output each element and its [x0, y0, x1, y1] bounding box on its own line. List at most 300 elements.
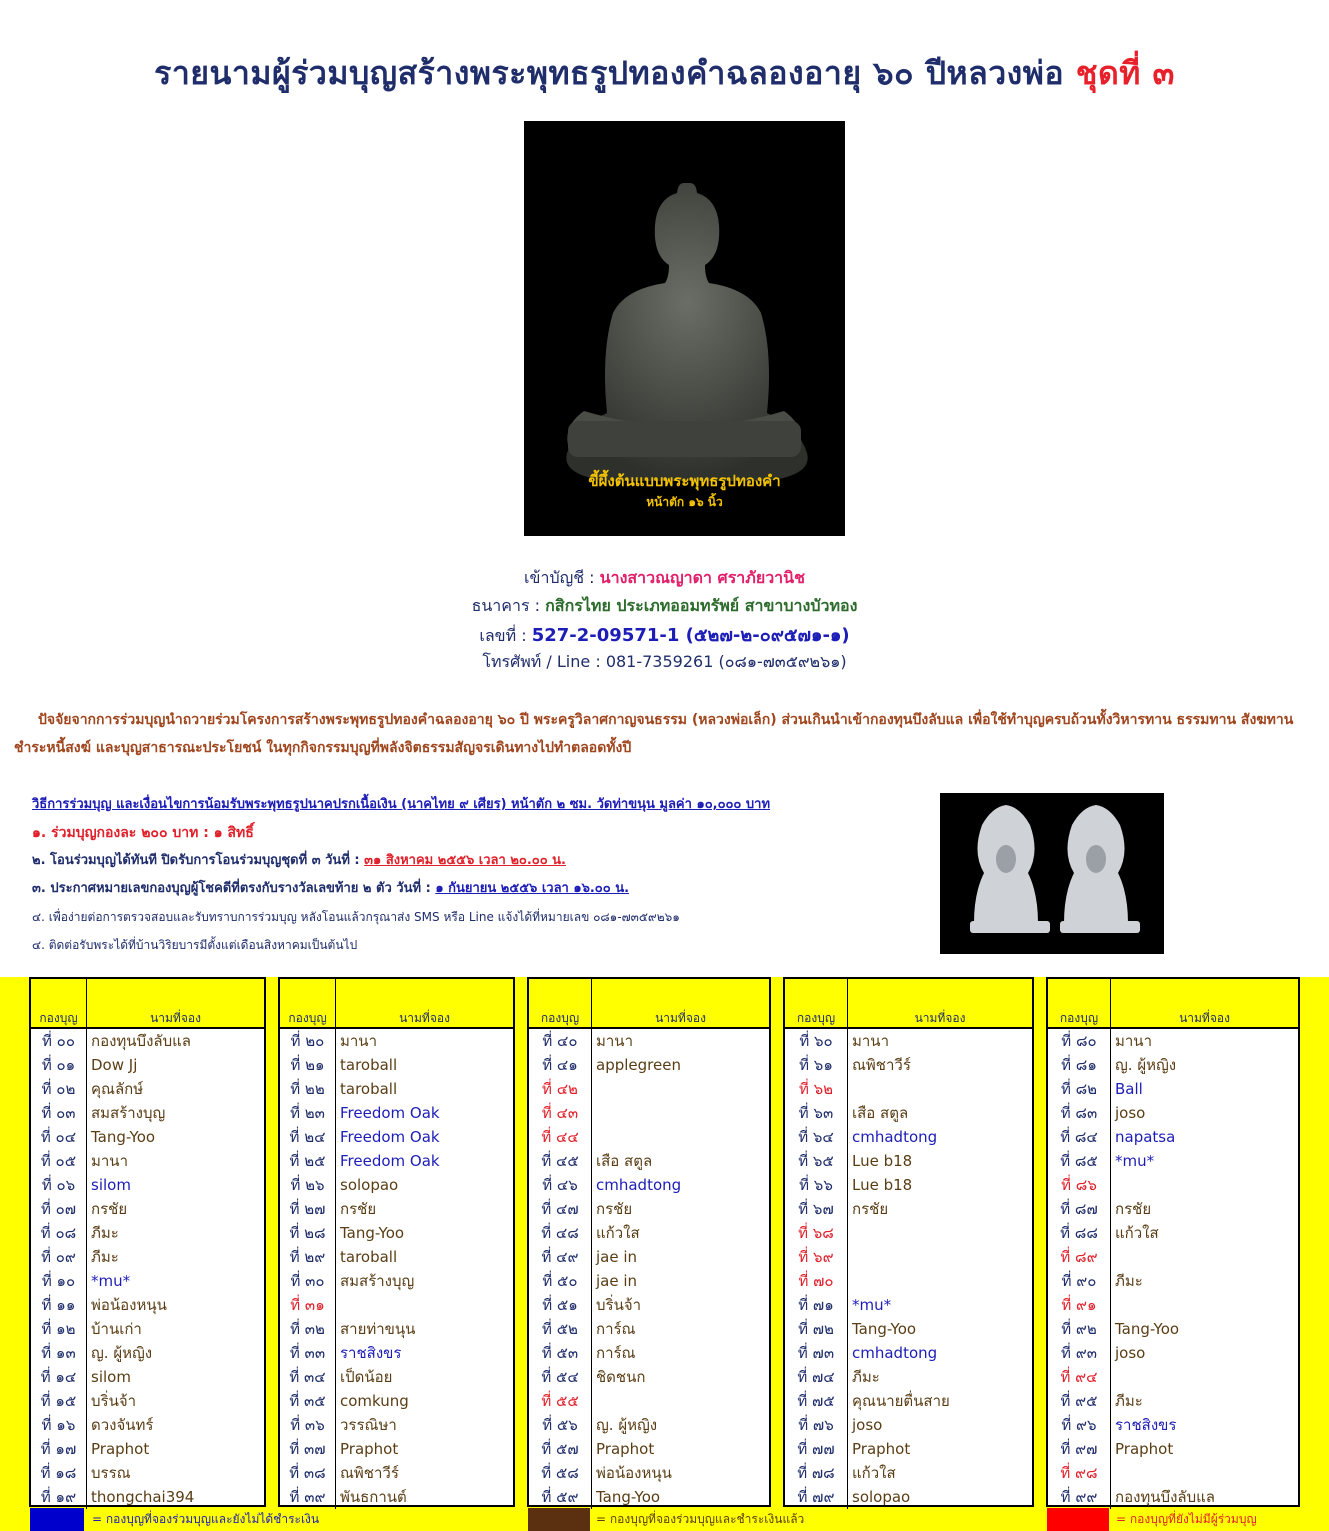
donor-name: ราชสิงขร	[340, 1344, 402, 1362]
account-name-value: นางสาวณญาดา ศราภัยวานิช	[599, 568, 805, 587]
fund-number: ที่ ๙๐	[1048, 1269, 1111, 1293]
table-row	[31, 1293, 264, 1317]
donor-name	[1111, 1365, 1298, 1389]
legend-red-text: = กองบุญที่ยังไม่มีผู้ร่วมบุญ	[1116, 1512, 1257, 1526]
table-row	[529, 1101, 769, 1125]
fund-number: ที่ ๕๐	[529, 1269, 592, 1293]
table-body	[529, 1029, 769, 1509]
table-row	[529, 1269, 769, 1293]
donor-name	[592, 1077, 769, 1101]
table-row	[31, 1221, 264, 1245]
donor-name: การ์ณ	[596, 1320, 636, 1338]
donor-name: ภีมะ	[852, 1368, 880, 1386]
donor-name: คุณลักษ์	[91, 1080, 144, 1098]
account-number-line	[0, 620, 1329, 649]
table-row	[280, 1293, 513, 1317]
donor-name	[1111, 1173, 1298, 1197]
fund-number: ที่ ๗๗	[785, 1437, 848, 1461]
rule-2	[32, 847, 932, 875]
table-header	[1048, 979, 1298, 1029]
rule-2-text: ๒. โอนร่วมบุญได้ทันที ปิดรับการโอนร่วมบุญชุดที่ ๓ วันที่ :	[32, 853, 360, 868]
fund-number: ที่ ๒๙	[280, 1245, 336, 1269]
table-row	[1048, 1437, 1298, 1461]
table-row	[31, 1077, 264, 1101]
table-row	[280, 1341, 513, 1365]
fund-number: ที่ ๔๒	[529, 1077, 592, 1101]
table-row	[785, 1461, 1032, 1485]
table-row	[785, 1437, 1032, 1461]
donor-name: joso	[1115, 1344, 1146, 1362]
donor-name: มานา	[596, 1032, 633, 1050]
donor-name: แก้วใส	[596, 1224, 640, 1242]
fund-number: ที่ ๘๑	[1048, 1053, 1111, 1077]
table-row	[1048, 1173, 1298, 1197]
donor-name: taroball	[340, 1080, 398, 1098]
rule-3-text: ๓. ประกาศหมายเลขกองบุญผู้โชคดีที่ตรงกับรางวัลเลขท้าย ๒ ตัว วันที่ :	[32, 881, 431, 896]
fund-number: ที่ ๘๘	[1048, 1221, 1111, 1245]
table-row	[785, 1221, 1032, 1245]
bank-line	[0, 594, 1329, 619]
table-row	[280, 1413, 513, 1437]
donor-name: napatsa	[1115, 1128, 1176, 1146]
fund-number: ที่ ๖๐	[785, 1029, 848, 1053]
table-row	[785, 1293, 1032, 1317]
fund-number: ที่ ๘๗	[1048, 1197, 1111, 1221]
table-row	[31, 1485, 264, 1509]
header-name: นามที่จอง	[150, 1011, 201, 1025]
table-row	[280, 1485, 513, 1509]
fund-number: ที่ ๔๖	[529, 1173, 592, 1197]
donor-name: สายท่าขนุน	[340, 1320, 416, 1338]
table-row	[31, 1461, 264, 1485]
fund-number: ที่ ๐๖	[31, 1173, 87, 1197]
table-row	[280, 1125, 513, 1149]
donor-name: พันธกานต์	[340, 1488, 407, 1506]
donation-paragraph: ปัจจัยจากการร่วมบุญนำถวายร่วมโครงการสร้างพระพุทธรูปทองคำฉลองอายุ ๖๐ ปี พระครูวิลาศกาญจนธรรม (หลวงพ่อเล็ก) ส่วนเกินนำเข้ากองทุนบึงลับแล เพื่อใช้ทำบุญครบถ้วนทั้งวิหารทาน ธรรมทาน สังฆทาน ชำระหนี้สงฆ์ และบุญสาธารณะประโยชน์ ในทุกกิจกรรมบุญที่พลังจิตธรรมสัญจรเดินทางไปทำตลอดทั้งปี	[14, 712, 1294, 756]
table-body	[785, 1029, 1032, 1509]
table-row	[785, 1173, 1032, 1197]
fund-number: ที่ ๘๐	[1048, 1029, 1111, 1053]
table-row	[785, 1341, 1032, 1365]
fund-number: ที่ ๖๔	[785, 1125, 848, 1149]
donor-name: มานา	[852, 1032, 889, 1050]
donor-name	[1111, 1293, 1298, 1317]
table-row	[1048, 1389, 1298, 1413]
table-row	[529, 1317, 769, 1341]
donor-name: cmhadtong	[596, 1176, 682, 1194]
donor-name: มานา	[340, 1032, 377, 1050]
fund-number: ที่ ๗๓	[785, 1341, 848, 1365]
table-body	[31, 1029, 264, 1509]
table-row	[785, 1029, 1032, 1053]
donor-name: กรชัย	[340, 1200, 377, 1218]
fund-number: ที่ ๘๒	[1048, 1077, 1111, 1101]
fund-number: ที่ ๔๙	[529, 1245, 592, 1269]
rule-3-date: ๑ กันยายน ๒๕๕๖ เวลา ๑๖.๐๐ น.	[435, 881, 630, 896]
fund-number: ที่ ๑๗	[31, 1437, 87, 1461]
fund-number: ที่ ๒๑	[280, 1053, 336, 1077]
donor-name: ภีมะ	[1115, 1392, 1143, 1410]
table-row	[1048, 1101, 1298, 1125]
donor-name: comkung	[340, 1392, 409, 1410]
fund-number: ที่ ๔๐	[529, 1029, 592, 1053]
table-row	[1048, 1053, 1298, 1077]
header-fund: กองบุญ	[1048, 979, 1111, 1027]
donor-name: บริ่นจ้า	[596, 1296, 642, 1314]
donor-name: กรชัย	[91, 1200, 128, 1218]
donor-name	[592, 1125, 769, 1149]
donor-name: taroball	[340, 1056, 398, 1074]
table-row	[1048, 1125, 1298, 1149]
fund-number: ที่ ๐๒	[31, 1077, 87, 1101]
donor-name: วรรณิษา	[340, 1416, 397, 1434]
fund-number: ที่ ๘๖	[1048, 1173, 1111, 1197]
fund-number: ที่ ๙๑	[1048, 1293, 1111, 1317]
donor-name: Ball	[1115, 1080, 1143, 1098]
fund-number: ที่ ๗๕	[785, 1389, 848, 1413]
fund-number: ที่ ๙๖	[1048, 1413, 1111, 1437]
account-name-line	[0, 566, 1329, 591]
table-row	[529, 1413, 769, 1437]
table-header	[529, 979, 769, 1029]
table-row	[280, 1317, 513, 1341]
fund-number: ที่ ๙๕	[1048, 1389, 1111, 1413]
donor-name	[848, 1077, 1032, 1101]
fund-number: ที่ ๑๘	[31, 1461, 87, 1485]
bank-label: ธนาคาร :	[471, 596, 541, 615]
table-row	[529, 1485, 769, 1509]
fund-number: ที่ ๗๘	[785, 1461, 848, 1485]
donor-name: *mu*	[91, 1272, 131, 1290]
fund-number: ที่ ๑๒	[31, 1317, 87, 1341]
fund-number: ที่ ๔๓	[529, 1101, 592, 1125]
donor-name: บริ่นจ้า	[91, 1392, 137, 1410]
fund-number: ที่ ๗๖	[785, 1413, 848, 1437]
table-row	[280, 1221, 513, 1245]
booking-table	[1046, 977, 1300, 1507]
fund-number: ที่ ๘๓	[1048, 1101, 1111, 1125]
table-row	[31, 1197, 264, 1221]
fund-number: ที่ ๕๓	[529, 1341, 592, 1365]
fund-number: ที่ ๖๖	[785, 1173, 848, 1197]
legend-swatch-blue	[30, 1508, 84, 1531]
table-row	[1048, 1413, 1298, 1437]
header-fund: กองบุญ	[280, 979, 336, 1027]
photo-caption: ขี้ผึ้งต้นแบบพระพุทธรูปทองคำ	[588, 472, 781, 490]
phone-label: โทรศัพท์ / Line :	[482, 652, 601, 671]
table-row	[529, 1341, 769, 1365]
booking-table	[29, 977, 266, 1507]
fund-number: ที่ ๒๓	[280, 1101, 336, 1125]
fund-number: ที่ ๘๙	[1048, 1245, 1111, 1269]
table-row	[280, 1365, 513, 1389]
donor-name: บ้านเก่า	[91, 1320, 142, 1338]
donor-name: มานา	[1115, 1032, 1152, 1050]
donor-name: สมสร้างบุญ	[340, 1272, 415, 1290]
donor-name: กรชัย	[852, 1200, 889, 1218]
fund-number: ที่ ๕๕	[529, 1389, 592, 1413]
rule-4: ๔. เพื่อง่ายต่อการตรวจสอบและรับทราบการร่วมบุญ หลังโอนแล้วกรุณาส่ง SMS หรือ Line แจ้งได้ที่หมายเลข ๐๘๑-๗๓๕๙๒๖๑	[32, 910, 680, 924]
fund-number: ที่ ๙๙	[1048, 1485, 1111, 1509]
fund-number: ที่ ๓๒	[280, 1317, 336, 1341]
table-row	[280, 1101, 513, 1125]
donor-name: Freedom Oak	[340, 1128, 440, 1146]
fund-number: ที่ ๕๖	[529, 1413, 592, 1437]
fund-number: ที่ ๔๕	[529, 1149, 592, 1173]
table-row	[529, 1437, 769, 1461]
fund-number: ที่ ๔๔	[529, 1125, 592, 1149]
rule-1: ๑. ร่วมบุญกองละ ๒๐๐ บาท : ๑ สิทธิ์	[32, 825, 254, 841]
fund-number: ที่ ๐๓	[31, 1101, 87, 1125]
donor-name: ภีมะ	[91, 1224, 119, 1242]
table-row	[529, 1029, 769, 1053]
table-row	[785, 1125, 1032, 1149]
fund-number: ที่ ๐๔	[31, 1125, 87, 1149]
fund-number: ที่ ๒๗	[280, 1197, 336, 1221]
fund-number: ที่ ๐๗	[31, 1197, 87, 1221]
table-row	[31, 1317, 264, 1341]
account-name-label: เข้าบัญชี :	[524, 568, 595, 587]
fund-number: ที่ ๓๔	[280, 1365, 336, 1389]
booking-table	[278, 977, 515, 1507]
table-row	[529, 1221, 769, 1245]
table-row	[31, 1365, 264, 1389]
fund-number: ที่ ๖๘	[785, 1221, 848, 1245]
donor-name: Praphot	[340, 1440, 399, 1458]
fund-number: ที่ ๙๓	[1048, 1341, 1111, 1365]
table-row	[1048, 1149, 1298, 1173]
fund-number: ที่ ๒๒	[280, 1077, 336, 1101]
page-title	[0, 48, 1329, 99]
table-header	[785, 979, 1032, 1029]
rule-2-date: ๓๑ สิงหาคม ๒๕๕๖ เวลา ๒๐.๐๐ น.	[364, 853, 566, 868]
donor-name: Tang-Yoo	[596, 1488, 661, 1506]
donor-name	[848, 1245, 1032, 1269]
donor-name: ชิดชนก	[596, 1368, 646, 1386]
table-row	[785, 1077, 1032, 1101]
donor-name: ญ. ผู้หญิง	[596, 1416, 658, 1434]
table-body	[1048, 1029, 1298, 1509]
fund-number: ที่ ๐๑	[31, 1053, 87, 1077]
photo-caption-size: หน้าตัก ๑๖ นิ้ว	[646, 495, 723, 509]
fund-number: ที่ ๒๖	[280, 1173, 336, 1197]
fund-number: ที่ ๖๕	[785, 1149, 848, 1173]
fund-number: ที่ ๙๒	[1048, 1317, 1111, 1341]
donor-name	[592, 1389, 769, 1413]
account-number-label: เลขที่ :	[479, 626, 527, 645]
donor-name: Lue b18	[852, 1176, 913, 1194]
donor-name: เสือ สตูล	[852, 1104, 909, 1122]
table-row	[280, 1077, 513, 1101]
fund-number: ที่ ๙๗	[1048, 1437, 1111, 1461]
table-header	[31, 979, 264, 1029]
fund-number: ที่ ๖๙	[785, 1245, 848, 1269]
table-row	[529, 1125, 769, 1149]
rule-3	[32, 875, 932, 903]
account-number-value: 527-2-09571-1 (๕๒๗-๒-๐๙๕๗๑-๑)	[531, 625, 850, 646]
table-header	[280, 979, 513, 1029]
fund-number: ที่ ๐๙	[31, 1245, 87, 1269]
donor-name: solopao	[340, 1176, 399, 1194]
donor-name: ญ. ผู้หญิง	[1115, 1056, 1177, 1074]
table-row	[529, 1149, 769, 1173]
donor-name: พ่อน้องหนุน	[596, 1464, 672, 1482]
donor-name: เป็ดน้อย	[340, 1368, 393, 1386]
table-row	[280, 1197, 513, 1221]
table-row	[31, 1101, 264, 1125]
donor-name: joso	[1115, 1104, 1146, 1122]
table-row	[31, 1413, 264, 1437]
booking-table	[527, 977, 771, 1507]
legend-swatch-red	[1047, 1508, 1109, 1531]
fund-number: ที่ ๖๓	[785, 1101, 848, 1125]
phone-value: 081-7359261 (๐๘๑-๗๓๕๙๒๖๑)	[605, 652, 847, 671]
rules-heading-link[interactable]: วิธีการร่วมบุญ และเงื่อนไขการน้อมรับพระพุทธรูปนาคปรกเนื้อเงิน (นาคไทย ๙ เศียร) หน้าตัก ๒ ซม. วัดท่าขนุน มูลค่า ๑๐,๐๐๐ บาท	[32, 797, 771, 812]
donor-name: ณพิชาวีร์	[340, 1464, 399, 1482]
table-row	[280, 1053, 513, 1077]
fund-number: ที่ ๓๖	[280, 1413, 336, 1437]
table-row	[280, 1461, 513, 1485]
fund-number: ที่ ๑๖	[31, 1413, 87, 1437]
header-name: นามที่จอง	[655, 1011, 706, 1025]
fund-number: ที่ ๗๔	[785, 1365, 848, 1389]
donor-name: คุณนายตื่นสาย	[852, 1392, 950, 1410]
fund-number: ที่ ๕๗	[529, 1437, 592, 1461]
fund-number: ที่ ๐๘	[31, 1221, 87, 1245]
table-row	[280, 1029, 513, 1053]
donor-name: กรชัย	[596, 1200, 633, 1218]
booking-table	[783, 977, 1034, 1507]
fund-number: ที่ ๑๕	[31, 1389, 87, 1413]
table-row	[31, 1053, 264, 1077]
donor-name: บรรณ	[91, 1464, 131, 1482]
rules-list	[32, 791, 932, 959]
donor-name: Dow Jj	[91, 1056, 138, 1074]
donor-name: Lue b18	[852, 1152, 913, 1170]
fund-number: ที่ ๓๙	[280, 1485, 336, 1509]
donor-name: แก้วใส	[852, 1464, 896, 1482]
table-row	[31, 1149, 264, 1173]
table-row	[785, 1197, 1032, 1221]
table-row	[785, 1269, 1032, 1293]
table-row	[31, 1437, 264, 1461]
table-row	[1048, 1029, 1298, 1053]
table-row	[31, 1389, 264, 1413]
table-row	[1048, 1341, 1298, 1365]
table-row	[31, 1029, 264, 1053]
donor-name	[848, 1269, 1032, 1293]
table-row	[529, 1389, 769, 1413]
donor-name: silom	[91, 1176, 131, 1194]
donor-name: พ่อน้องหนุน	[91, 1296, 167, 1314]
fund-number: ที่ ๒๔	[280, 1125, 336, 1149]
table-row	[31, 1245, 264, 1269]
donor-name	[848, 1221, 1032, 1245]
fund-number: ที่ ๑๑	[31, 1293, 87, 1317]
donor-name: Praphot	[852, 1440, 911, 1458]
fund-number: ที่ ๙๔	[1048, 1365, 1111, 1389]
legend-blue-text: = กองบุญที่จองร่วมบุญและยังไม่ได้ชำระเงิน	[92, 1512, 320, 1526]
table-row	[785, 1101, 1032, 1125]
table-row	[785, 1317, 1032, 1341]
donor-name: Tang-Yoo	[340, 1224, 405, 1242]
donor-name: ดวงจันทร์	[91, 1416, 154, 1434]
donor-name: *mu*	[852, 1296, 892, 1314]
table-row	[529, 1245, 769, 1269]
table-row	[1048, 1197, 1298, 1221]
table-row	[1048, 1221, 1298, 1245]
table-row	[529, 1173, 769, 1197]
donor-name	[1111, 1461, 1298, 1485]
fund-number: ที่ ๘๔	[1048, 1125, 1111, 1149]
table-row	[31, 1341, 264, 1365]
donor-name: Praphot	[91, 1440, 150, 1458]
donor-name: taroball	[340, 1248, 398, 1266]
fund-number: ที่ ๐๕	[31, 1149, 87, 1173]
fund-number: ที่ ๘๕	[1048, 1149, 1111, 1173]
fund-number: ที่ ๓๘	[280, 1461, 336, 1485]
header-name: นามที่จอง	[1179, 1011, 1230, 1025]
fund-number: ที่ ๒๘	[280, 1221, 336, 1245]
donor-name: jae in	[596, 1272, 638, 1290]
donor-name	[592, 1101, 769, 1125]
donor-name: silom	[91, 1368, 131, 1386]
table-row	[529, 1365, 769, 1389]
donor-name: กองทุนบึงลับแล	[91, 1032, 191, 1050]
donor-name: ภีมะ	[91, 1248, 119, 1266]
donor-name: *mu*	[1115, 1152, 1155, 1170]
fund-number: ที่ ๔๘	[529, 1221, 592, 1245]
fund-number: ที่ ๕๑	[529, 1293, 592, 1317]
table-row	[1048, 1245, 1298, 1269]
fund-number: ที่ ๕๔	[529, 1365, 592, 1389]
donor-name: solopao	[852, 1488, 911, 1506]
donor-name: ณพิชาวีร์	[852, 1056, 911, 1074]
donor-name: Freedom Oak	[340, 1104, 440, 1122]
table-row	[1048, 1317, 1298, 1341]
donor-name: ราชสิงขร	[1115, 1416, 1177, 1434]
fund-number: ที่ ๖๗	[785, 1197, 848, 1221]
naga-buddha-photo	[940, 793, 1164, 954]
donor-name: Tang-Yoo	[1115, 1320, 1180, 1338]
donor-name: applegreen	[596, 1056, 681, 1074]
rule-5: ๔. ติดต่อรับพระได้ที่บ้านวิริยบารมีตั้งแต่เดือนสิงหาคมเป็นต้นไป	[32, 938, 358, 952]
fund-number: ที่ ๓๓	[280, 1341, 336, 1365]
table-row	[280, 1173, 513, 1197]
fund-number: ที่ ๒๕	[280, 1149, 336, 1173]
donor-name: ภีมะ	[1115, 1272, 1143, 1290]
title-main: รายนามผู้ร่วมบุญสร้างพระพุทธรูปทองคำฉลองอายุ ๖๐ ปีหลวงพ่อ	[154, 54, 1065, 92]
header-fund: กองบุญ	[31, 979, 87, 1027]
fund-number: ที่ ๒๐	[280, 1029, 336, 1053]
table-body	[280, 1029, 513, 1509]
table-row	[529, 1053, 769, 1077]
table-row	[280, 1389, 513, 1413]
table-row	[31, 1173, 264, 1197]
table-row	[280, 1245, 513, 1269]
donor-name: การ์ณ	[596, 1344, 636, 1362]
header-name: นามที่จอง	[914, 1011, 966, 1025]
table-row	[785, 1149, 1032, 1173]
fund-number: ที่ ๓๐	[280, 1269, 336, 1293]
fund-number: ที่ ๔๗	[529, 1197, 592, 1221]
donor-name: cmhadtong	[852, 1344, 938, 1362]
fund-number: ที่ ๗๙	[785, 1485, 848, 1509]
fund-number: ที่ ๑๔	[31, 1365, 87, 1389]
table-row	[529, 1197, 769, 1221]
header-name: นามที่จอง	[399, 1011, 450, 1025]
table-row	[785, 1485, 1032, 1509]
